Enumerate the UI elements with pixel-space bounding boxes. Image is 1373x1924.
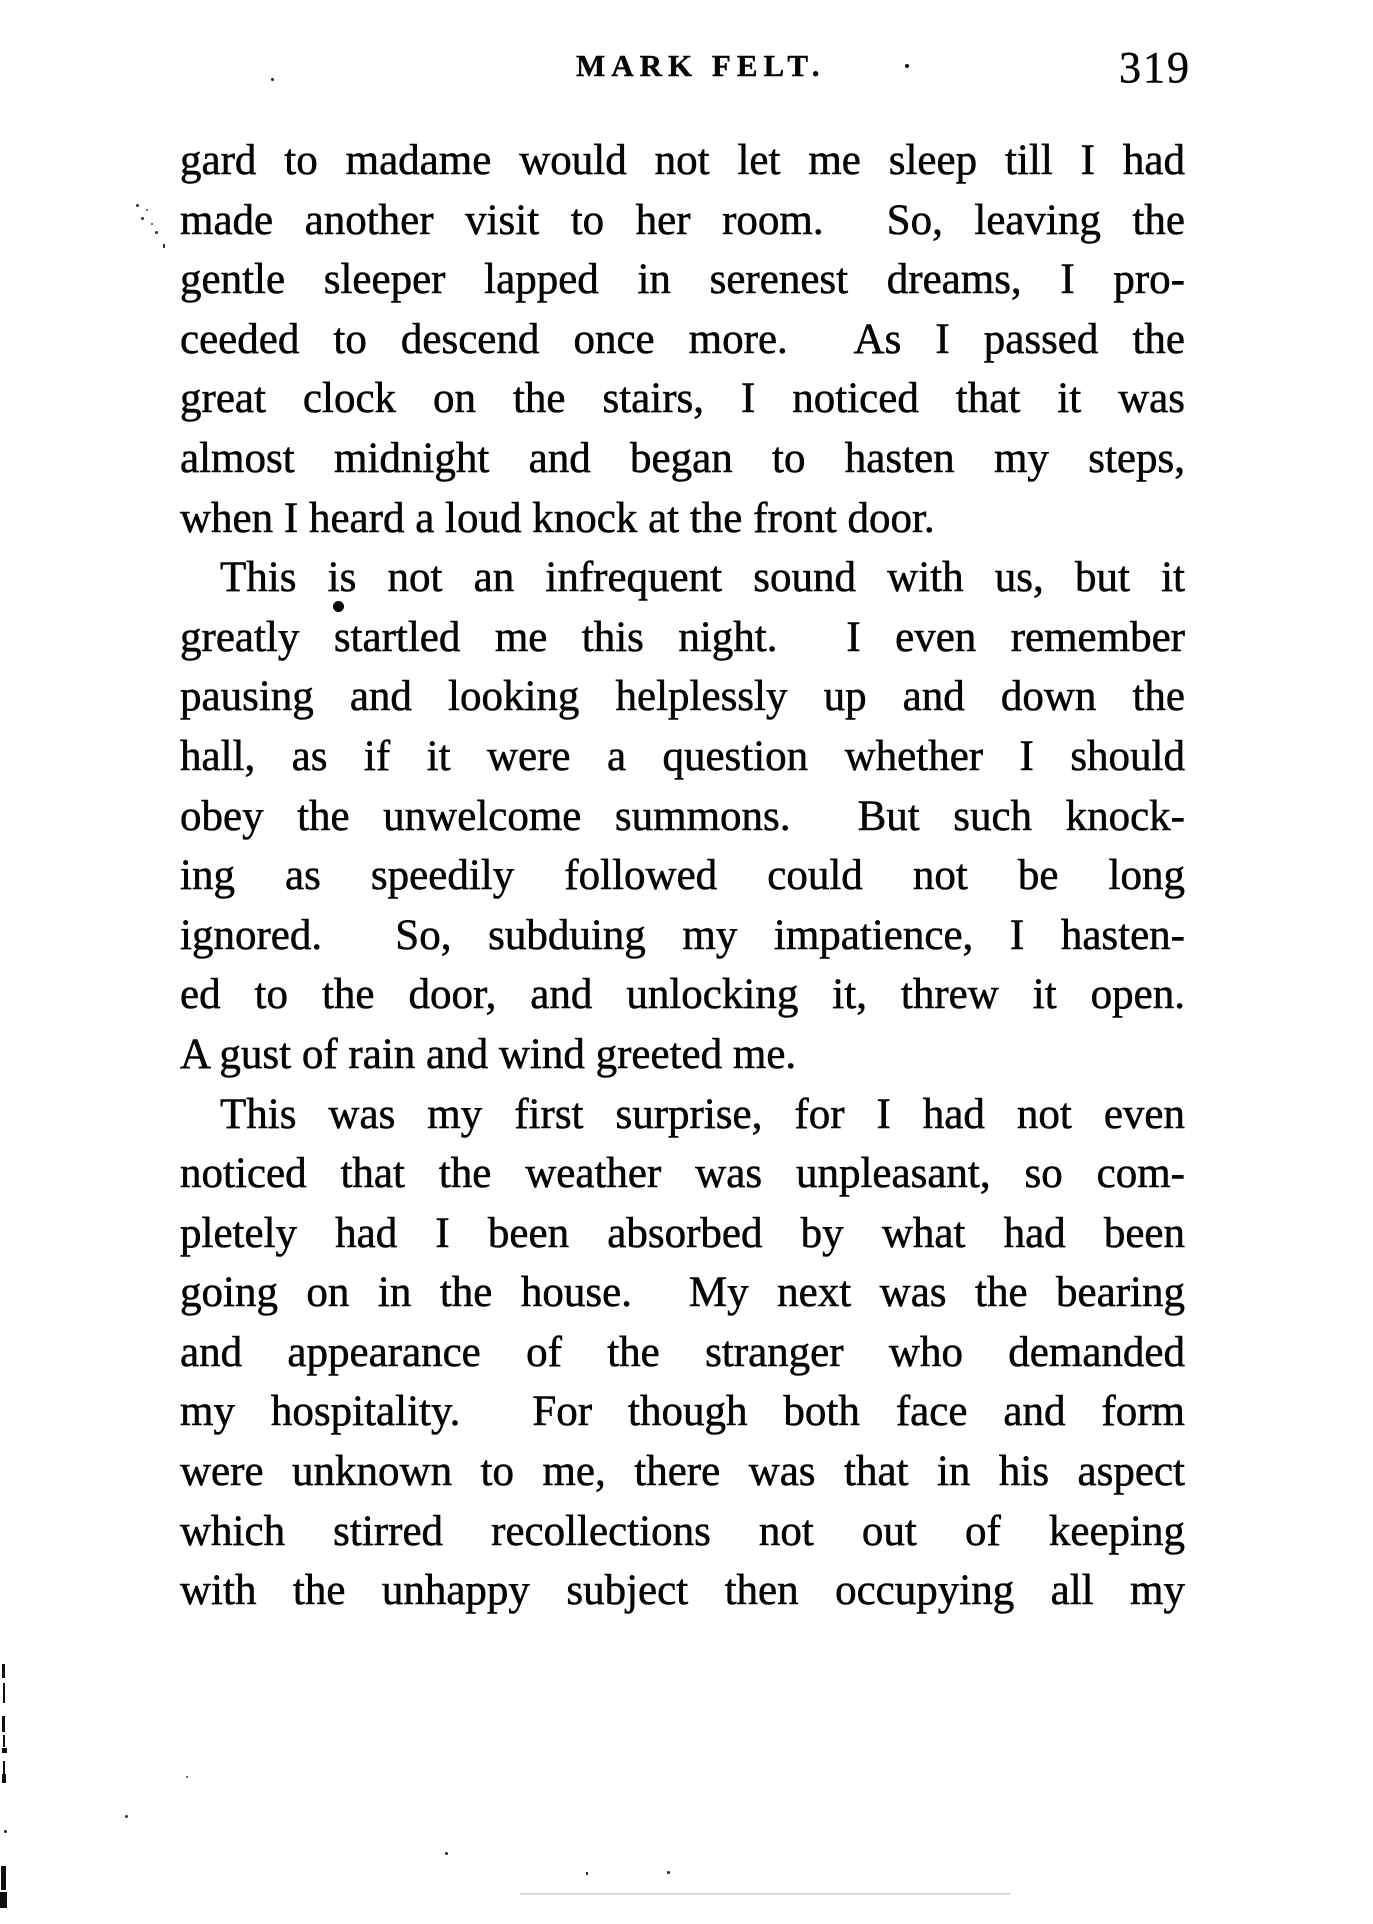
text-line: with the unhappy subject then occupying all my	[180, 1567, 1185, 1615]
body-text	[180, 131, 1185, 1621]
scan-speck	[2, 1664, 5, 1678]
scan-speck	[2, 1716, 5, 1732]
text-line: This is not an infrequent sound with us, but it	[220, 554, 1185, 602]
text-line: ignored. So, subduing my impatience, I hasten-	[180, 911, 1185, 959]
scan-speck	[163, 244, 165, 248]
scan-speck	[141, 217, 144, 220]
scan-speck	[4, 1830, 7, 1833]
text-line: and appearance of the stranger who demanded	[180, 1328, 1185, 1376]
scan-speck	[186, 1776, 188, 1778]
scan-speck	[586, 1872, 588, 1875]
text-line: ing as speedily followed could not be long	[180, 852, 1185, 900]
running-header-title: MARK FELT.	[576, 48, 826, 83]
scan-speck	[1, 1866, 6, 1890]
scan-speck	[136, 204, 139, 207]
text-line: ceeded to descend once more. As I passed the	[180, 315, 1185, 363]
text-line: obey the unwelcome summons. But such knock-	[180, 792, 1185, 840]
scan-speck	[2, 1748, 7, 1753]
text-line: made another visit to her room. So, leaving the	[180, 196, 1185, 244]
text-line: gard to madame would not let me sleep till I had	[180, 137, 1185, 184]
scan-speck	[146, 209, 148, 211]
text-line: pletely had I been absorbed by what had been	[180, 1209, 1185, 1257]
text-line: ed to the door, and unlocking it, threw it open.	[180, 971, 1185, 1019]
scan-speck	[667, 1871, 670, 1874]
scan-speck	[125, 1815, 128, 1818]
scan-speck	[3, 1683, 5, 1703]
scan-speck	[445, 1852, 448, 1855]
scan-speck	[333, 601, 344, 612]
text-line: gentle sleeper lapped in serenest dreams, I pro-	[180, 256, 1185, 304]
scan-speck	[271, 78, 274, 81]
text-line: going on in the house. My next was the bearing	[180, 1269, 1185, 1317]
text-line: were unknown to me, there was that in his aspect	[180, 1448, 1185, 1496]
text-line: This was my first surprise, for I had not even	[220, 1090, 1185, 1138]
text-line: hall, as if it were a question whether I should	[180, 732, 1185, 780]
scan-speck	[155, 231, 158, 234]
text-line: when I heard a loud knock at the front door.	[180, 494, 935, 542]
text-line: which stirred recollections not out of keeping	[180, 1507, 1185, 1555]
scan-speck	[151, 223, 153, 225]
text-line: A gust of rain and wind greeted me.	[180, 1030, 797, 1078]
scan-speck	[520, 1893, 1010, 1895]
scan-speck	[2, 1774, 6, 1783]
scan-speck	[3, 1735, 5, 1747]
page-number: 319	[1119, 43, 1191, 92]
scan-speck	[0, 1892, 7, 1908]
text-line: pausing and looking helplessly up and down the	[180, 673, 1185, 721]
text-line: almost midnight and began to hasten my steps,	[180, 434, 1185, 482]
text-line: noticed that the weather was unpleasant, so com-	[180, 1150, 1185, 1198]
scan-speck	[905, 64, 909, 68]
text-line: my hospitality. For though both face and form	[180, 1388, 1185, 1436]
scan-speck	[3, 1761, 5, 1775]
text-line: great clock on the stairs, I noticed that it was	[180, 375, 1185, 423]
text-line: greatly startled me this night. I even remember	[180, 613, 1185, 661]
